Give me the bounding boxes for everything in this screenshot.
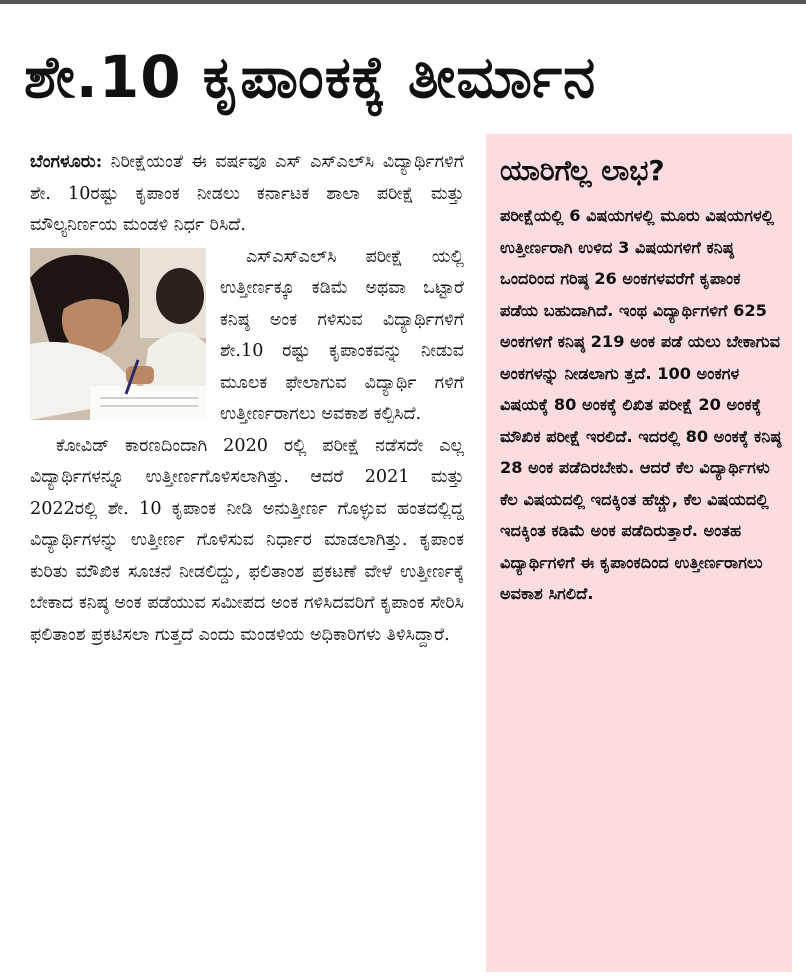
headline: ಶೇ.10 ಕೃಪಾಂಕಕ್ಕೆ ತೀರ್ಮಾನ (24, 43, 597, 111)
article-paragraph-3: ಕೋವಿಡ್ ಕಾರಣದಿಂದಾಗಿ 2020 ರಲ್ಲಿ ಪರೀಕ್ಷೆ ನಡೆಸದೇ ಎಲ್ಲ ವಿದ್ಯಾರ್ಥಿಗಳನ್ನೂ ಉತ್ತೀರ್ಣಗೊಳಿಸಲಾಗಿತ್ತು. ಆದರೆ 2021 ಮತ್ತು 2022ರಲ್ಲಿ ಶೇ. 10 ಕೃಪಾಂಕ ನೀಡಿ ಅನುತ್ತೀರ್ಣ ಗೊಳ್ಳುವ ಹಂತದಲ್ಲಿದ್ದ ವಿದ್ಯಾರ್ಥಿಗಳನ್ನು ಉತ್ತೀರ್ಣ ಗೊಳಿಸುವ ನಿರ್ಧಾರ ಮಾಡಲಾಗಿತ್ತು. ಕೃಪಾಂಕ ಕುರಿತು ಮೌಖಿಕ ಸೂಚನೆ ನೀಡಲಿದ್ದು, ಫಲಿತಾಂಶ ಪ್ರಕಟಣೆ ವೇಳೆ ಉತ್ತೀರ್ಣಕ್ಕೆ ಬೇಕಾದ ಕನಿಷ್ಠ ಅಂಕ ಪಡೆಯುವ ಸಮೀಪದ ಅಂಕ ಗಳಿಸಿದವರಿಗೆ ಕೃಪಾಂಕ ಸೇರಿಸಿ ಫಲಿತಾಂಶ ಪ್ರಕಟಿಸಲಾ ಗುತ್ತದೆ ಎಂದು ಮಂಡಳಿಯ ಅಧಿಕಾರಿಗಳು ತಿಳಿಸಿದ್ದಾರೆ. (30, 435, 464, 645)
student-exam-photo (30, 248, 206, 420)
sidebar-body: ಪರೀಕ್ಷೆಯಲ್ಲಿ 6 ವಿಷಯಗಳಲ್ಲಿ ಮೂರು ವಿಷಯಗಳಲ್ಲಿ ಉತ್ತೀರ್ಣರಾಗಿ ಉಳಿದ 3 ವಿಷಯಗಳಿಗೆ ಕನಿಷ್ಠ ಒಂದರಿಂದ ಗರಿಷ್ಠ 26 ಅಂಕಗಳವರೆಗೆ ಕೃಪಾಂಕ ಪಡೆಯ ಬಹುದಾಗಿದೆ. ಇಂಥ ವಿದ್ಯಾರ್ಥಿಗಳಿಗೆ 625 ಅಂಕಗಳಿಗೆ ಕನಿಷ್ಠ 219 ಅಂಕ ಪಡೆ ಯಲು ಬೇಕಾಗುವ ಅಂಕಗಳನ್ನು ನೀಡಲಾಗು ತ್ತದೆ. 100 ಅಂಕಗಳ ವಿಷಯಕ್ಕೆ 80 ಅಂಕಕ್ಕೆ ಲಿಖಿತ ಪರೀಕ್ಷೆ 20 ಅಂಕಕ್ಕೆ ಮೌಖಿಕ ಪರೀಕ್ಷೆ ಇರಲಿದೆ. ಇದರಲ್ಲಿ 80 ಅಂಕಕ್ಕೆ ಕನಿಷ್ಠ 28 ಅಂಕ ಪಡೆದಿರಬೇಕು. ಆದರೆ ಕೆಲ ವಿದ್ಯಾರ್ಥಿಗಳು ಕೆಲ ವಿಷಯದಲ್ಲಿ ಇದಕ್ಕಿಂತ ಹೆಚ್ಚು, ಕೆಲ ವಿಷಯದಲ್ಲಿ ಇದಕ್ಕಿಂತ ಕಡಿಮೆ ಅಂಕ ಪಡೆದಿರುತ್ತಾರೆ. ಅಂತಹ ವಿದ್ಯಾರ್ಥಿಗಳಿಗೆ ಈ ಕೃಪಾಂಕದಿಂದ ಉತ್ತೀರ್ಣರಾಗಲು ಅವಕಾಶ ಸಿಗಲಿದೆ. (500, 206, 782, 603)
article-body (30, 146, 464, 966)
student-writing-illustration (30, 248, 206, 420)
article-paragraph-1 (30, 146, 464, 242)
sidebar-title: ಯಾರಿಗೆಲ್ಲ ಲಾಭ? (500, 154, 665, 187)
article-paragraph-2: ಎಸ್‌ಎಸ್‌ಎಲ್‌ಸಿ ಪರೀಕ್ಷೆ ಯಲ್ಲಿ ಉತ್ತೀರ್ಣಕ್ಕೂ ಕಡಿಮೆ ಅಥವಾ ಒಟ್ಟಾರೆ ಕನಿಷ್ಠ ಅಂಕ ಗಳಿಸುವ ವಿದ್ಯಾರ್ಥಿಗಳಿಗೆ ಶೇ.10 ರಷ್ಟು ಕೃಪಾಂಕವನ್ನು ನೀಡುವ ಮೂಲಕ ಫೇಲಾಗುವ ವಿದ್ಯಾರ್ಥಿ ಗಳಿಗೆ ಉತ್ತೀರ್ಣರಾಗಲು ಅವಕಾಶ ಕಲ್ಪಿಸಿದೆ. (220, 246, 464, 424)
sidebar-box (486, 134, 792, 972)
top-rule (0, 0, 806, 4)
dateline: ಬೆಂಗಳೂರು: (30, 151, 103, 172)
paragraph-1-text: ನಿರೀಕ್ಷೆಯಂತೆ ಈ ವರ್ಷವೂ ಎಸ್ ಎಸ್‌ಎಲ್‌ಸಿ ವಿದ್ಯಾರ್ಥಿಗಳಿಗೆ ಶೇ. 10ರಷ್ಟು ಕೃಪಾಂಕ ನೀಡಲು ಕರ್ನಾಟಕ ಶಾಲಾ ಪರೀಕ್ಷೆ ಮತ್ತು ಮೌಲ್ಯನಿರ್ಣಯ ಮಂಡಳಿ ನಿರ್ಧ ರಿಸಿದೆ. (30, 152, 464, 235)
